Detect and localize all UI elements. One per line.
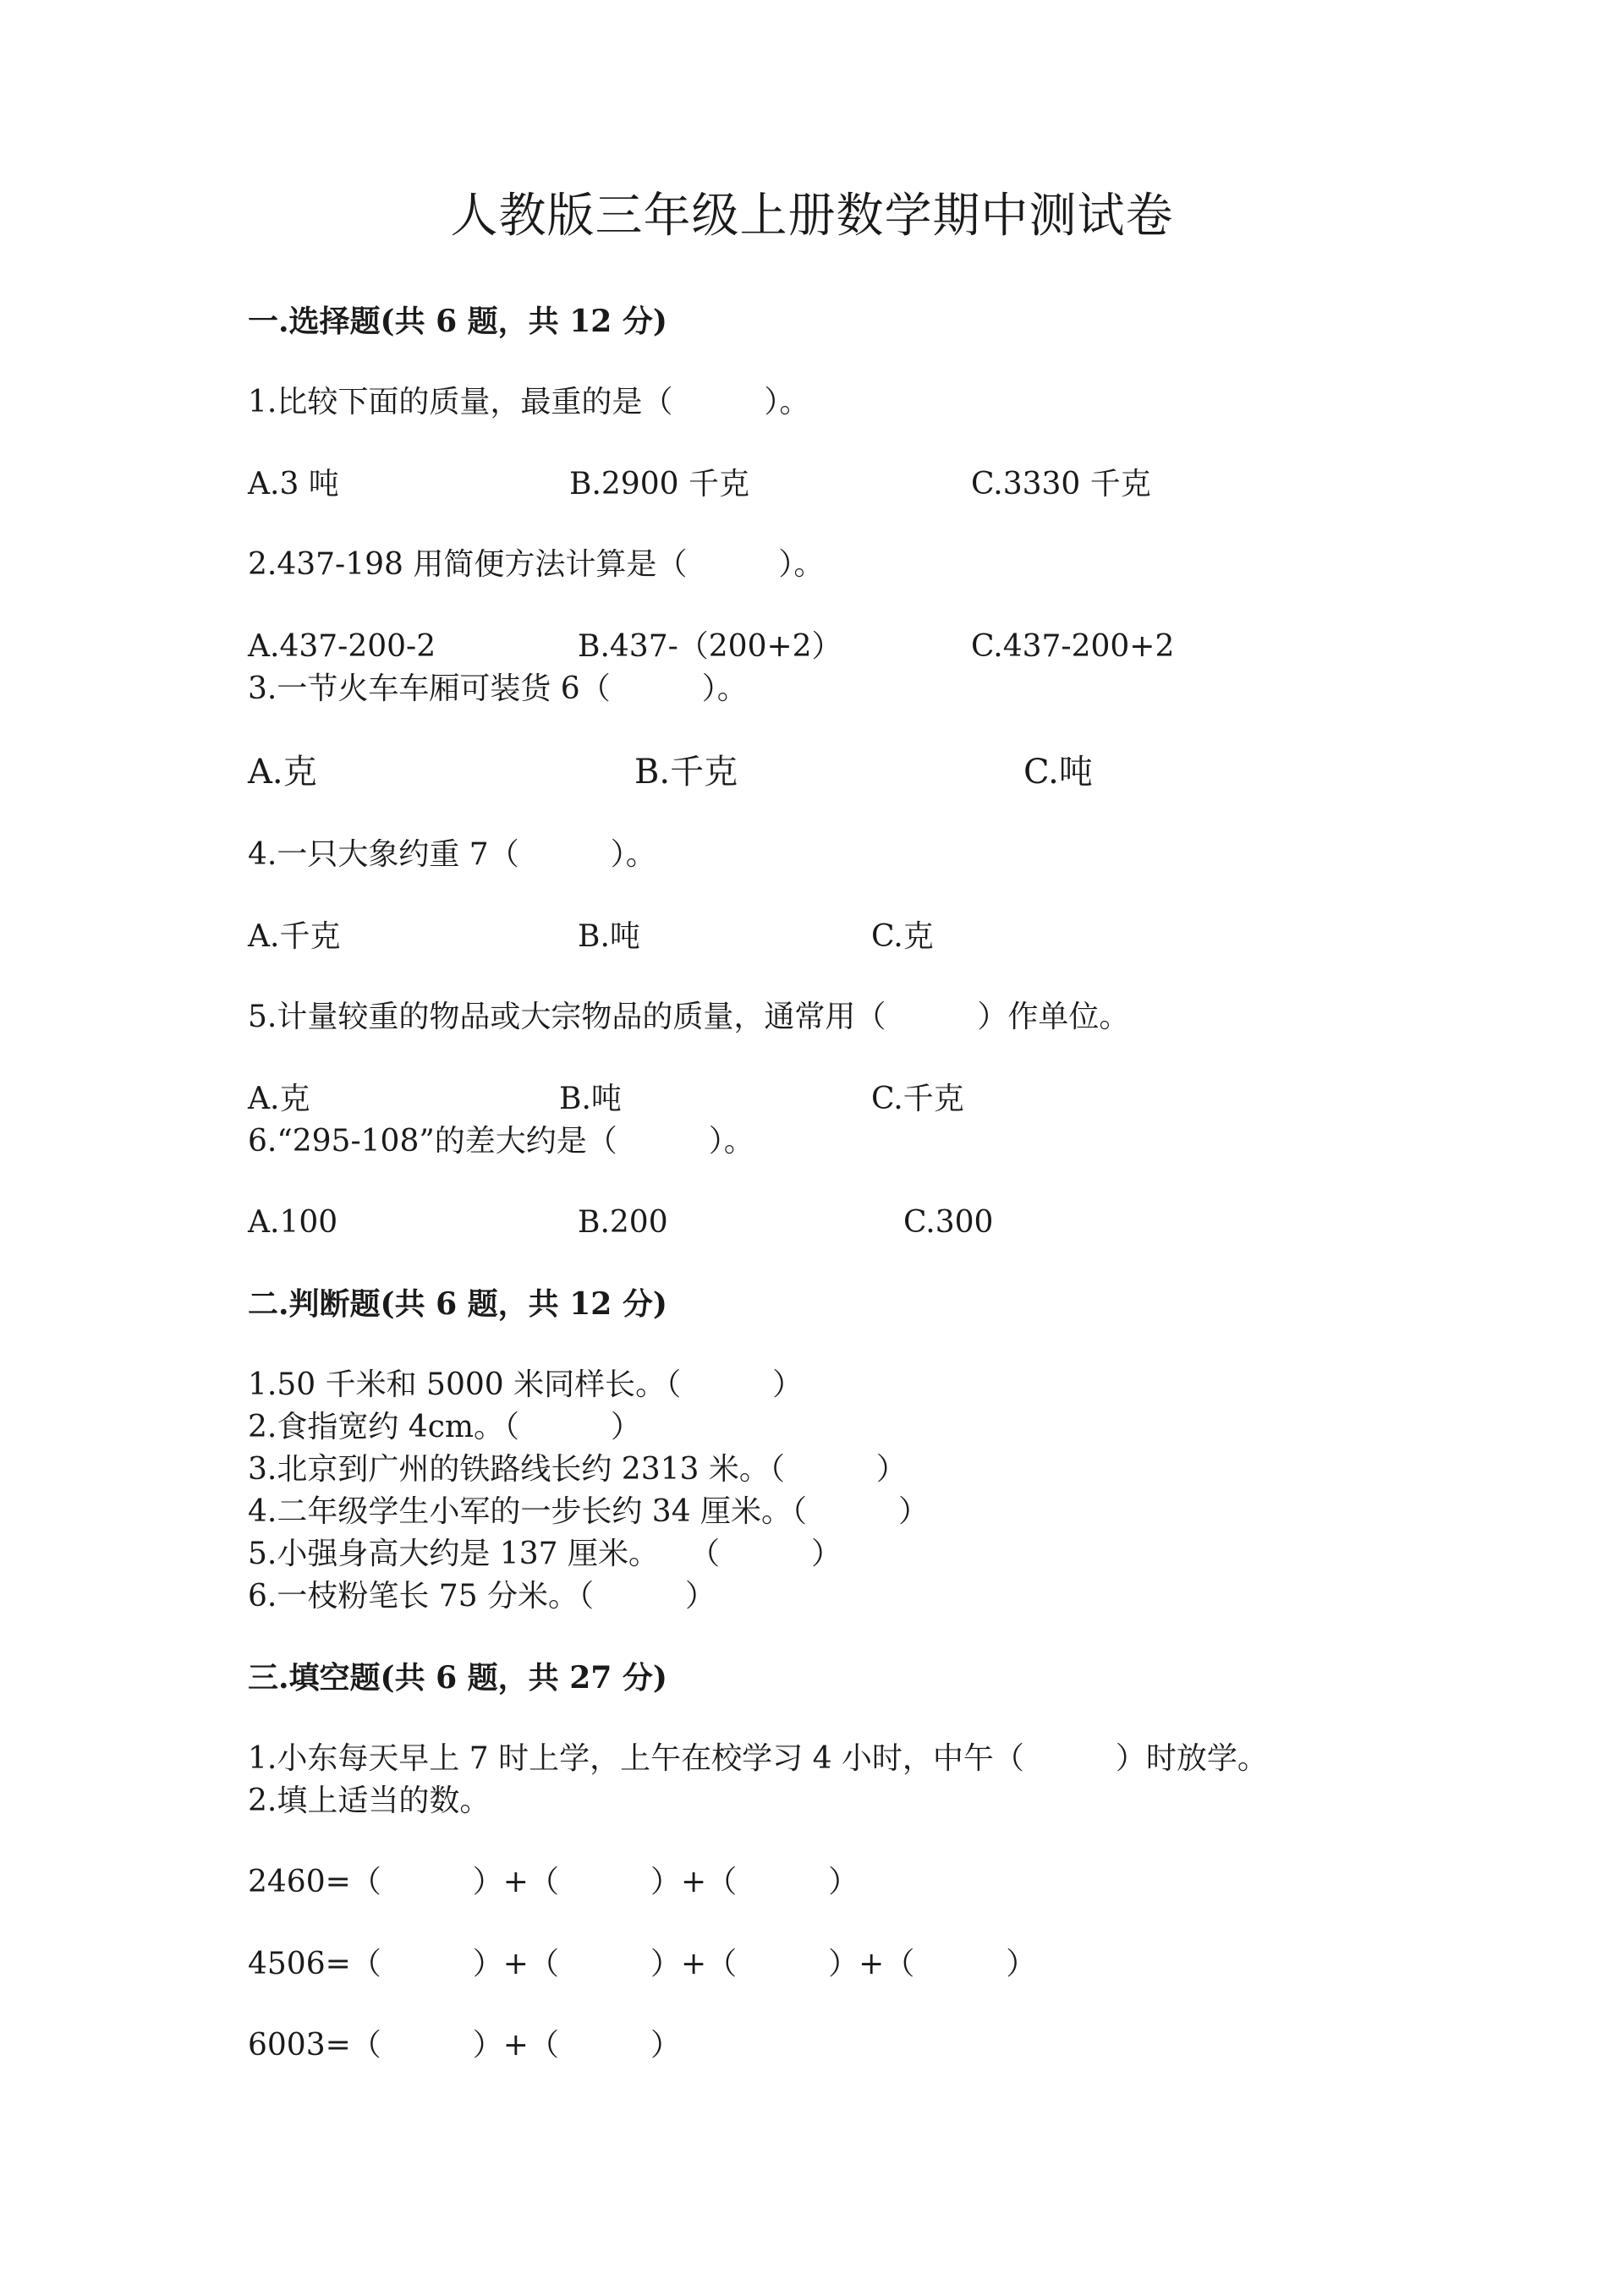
option-b: B.437-（200+2） (578, 629, 842, 664)
option-a: A.437-200-2 (248, 629, 436, 664)
option-b: B.200 (578, 1205, 668, 1240)
option-a: A.3 吨 (248, 467, 339, 501)
section-heading-judgement: 二.判断题(共 6 题，共 12 分) (248, 1286, 667, 1322)
option-b: B.千克 (634, 753, 738, 792)
equation-line: 4506=（ ）+（ ）+（ ）+（ ） (248, 1947, 1037, 1981)
question-text: 3.一节火车车厢可装货 6（ ）。 (248, 671, 748, 706)
option-a: A.克 (248, 1082, 310, 1116)
option-c: C.吨 (1023, 753, 1093, 792)
question-text: 2.437-198 用简便方法计算是（ ）。 (248, 547, 825, 582)
option-c: C.千克 (871, 1082, 964, 1116)
statement-text: 4.二年级学生小军的一步长约 34 厘米。（ ） (248, 1494, 930, 1529)
section-heading-fill-in: 三.填空题(共 6 题，共 27 分) (248, 1660, 667, 1696)
statement-text: 6.一枝粉笔长 75 分米。（ ） (248, 1579, 716, 1614)
statement-text: 2.食指宽约 4cm。（ ） (248, 1410, 641, 1444)
section-heading-choice: 一.选择题(共 6 题，共 12 分) (248, 304, 667, 339)
question-text: 6.“295-108”的差大约是（ ）。 (248, 1124, 754, 1159)
option-c: C.300 (903, 1205, 994, 1240)
question-text: 1.比较下面的质量，最重的是（ ）。 (248, 385, 810, 419)
option-c: C.克 (871, 919, 934, 954)
statement-text: 5.小强身高大约是 137 厘米。 （ ） (248, 1537, 842, 1571)
option-b: B.2900 千克 (569, 467, 749, 501)
option-a: A.克 (248, 753, 317, 792)
statement-text: 3.北京到广州的铁路线长约 2313 米。（ ） (248, 1452, 907, 1487)
equation-line: 6003=（ ）+（ ） (248, 2028, 681, 2063)
equation-line: 2460=（ ）+（ ）+（ ） (248, 1865, 859, 1899)
question-text: 4.一只大象约重 7（ ）。 (248, 837, 656, 872)
option-c: C.437-200+2 (971, 629, 1175, 664)
option-a: A.100 (248, 1205, 338, 1240)
option-b: B.吨 (578, 919, 640, 954)
option-c: C.3330 千克 (971, 467, 1151, 501)
option-b: B.吨 (559, 1082, 622, 1116)
question-text: 2.填上适当的数。 (248, 1784, 491, 1818)
question-text: 1.小东每天早上 7 时上学，上午在校学习 4 小时，中午（ ）时放学。 (248, 1741, 1268, 1776)
page-title: 人教版三年级上册数学期中测试卷 (450, 189, 1174, 244)
option-a: A.千克 (248, 919, 341, 954)
statement-text: 1.50 千米和 5000 米同样长。（ ） (248, 1367, 804, 1402)
question-text: 5.计量较重的物品或大宗物品的质量，通常用（ ）作单位。 (248, 1000, 1130, 1034)
